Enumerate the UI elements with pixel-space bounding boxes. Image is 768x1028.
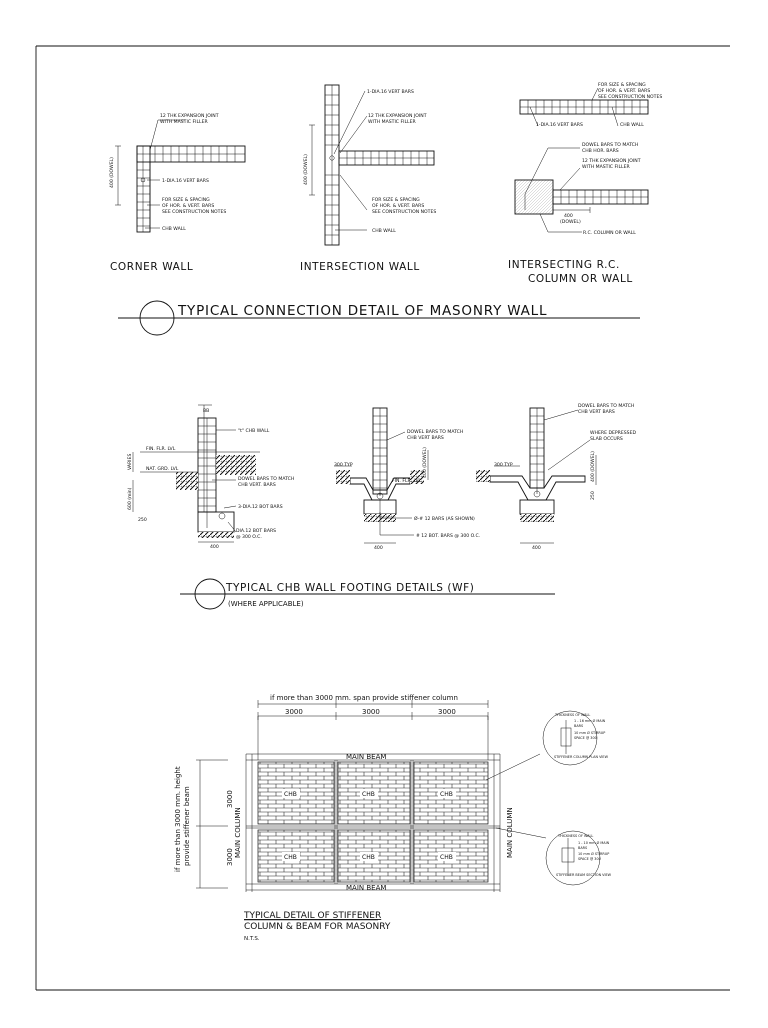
intersection-wall-title: INTERSECTION WALL: [300, 261, 420, 273]
corner-wall-dim: 400 (DOWEL): [110, 157, 115, 188]
footing-left-dim-varies: VARIES: [128, 453, 133, 470]
chb-label-3: CHB: [440, 791, 453, 798]
rc-note-8: WITH MASTIC FILLER: [582, 165, 630, 170]
corner-note-5: SEE CONSTRUCTION NOTES: [162, 210, 227, 215]
footing-right-note-2: WHERE DEPRESSED: [590, 431, 637, 436]
callout-bottom-label: STIFFENER BEAM SECTION VIEW: [556, 873, 612, 877]
rc-note-2: SEE CONSTRUCTION NOTES: [598, 95, 663, 100]
chb-label-4: CHB: [284, 854, 297, 861]
footing-left-dim-250: 250: [138, 518, 147, 523]
corner-note-1: WITH MASTIC FILLER: [160, 120, 208, 125]
footing-right-dim-300: 300 TYP: [494, 463, 513, 468]
intersection-note-5: SEE CONSTRUCTION NOTES: [372, 210, 437, 215]
callout-top-note-0: THICKNESS OF WALL: [555, 713, 591, 717]
corner-note-2: 1-DIA.16 VERT BARS: [162, 179, 209, 184]
footing-title: TYPICAL CHB WALL FOOTING DETAILS (WF): [226, 582, 475, 594]
footing-left-note-3: DOWEL BARS TO MATCH: [238, 477, 295, 482]
callout-top-note-4: SPACE @ 300: [574, 736, 597, 740]
rc-dim-line1: 400: [564, 214, 573, 219]
footing-mid-dim-dowel: 400 (DOWEL): [423, 447, 428, 478]
footing-left-pad: [198, 512, 234, 532]
corner-note-0: 12 THK EXPANSION JOINT: [160, 114, 219, 119]
footing-right-note-1: CHB VERT BARS: [578, 410, 615, 415]
footing-left-note-6: DIA.12 BOT BARS: [236, 529, 277, 534]
main-column-left: MAIN COLUMN: [234, 807, 242, 858]
intersection-note-4: OF HOR. & VERT. BARS: [372, 204, 425, 209]
rc-note-1: OF HOR. & VERT. BARS: [598, 89, 651, 94]
stiffener-top-note: if more than 3000 mm. span provide stiffener column: [270, 694, 458, 702]
intersection-note-6: CHB WALL: [372, 229, 396, 234]
corner-wall-detail: [109, 113, 245, 273]
footing-left-detail: [127, 405, 294, 550]
rc-note-3: 1-DIA.16 VERT BARS: [536, 123, 583, 128]
side-note-line2: provide stiffener beam: [183, 786, 191, 866]
footing-right-note-3: SLAB OCCURS: [590, 437, 623, 442]
main-column-right: MAIN COLUMN: [506, 807, 514, 858]
corner-note-4: OF HOR. & VERT. BARS: [162, 204, 215, 209]
footing-right-dim-250: 250: [591, 491, 596, 500]
footing-right-dim-dowel: 400 (DOWEL): [591, 451, 596, 482]
height-2: 3000: [226, 848, 234, 866]
callout-bottom-note-1: 1 - 10 mm Ø MAIN: [578, 841, 610, 845]
height-1: 3000: [226, 790, 234, 808]
footing-left-note-4: CHB VERT. BARS: [238, 483, 276, 488]
footing-left-note-2: NAT. GRD. LVL: [146, 467, 179, 472]
footing-mid-note-0: DOWEL BARS TO MATCH: [407, 430, 464, 435]
stiffener-beam: [246, 826, 500, 828]
stiffener-scale: N.T.S.: [244, 936, 260, 942]
callout-bottom-note-2: BARS: [578, 846, 588, 850]
stiffener-title-line1: TYPICAL DETAIL OF STIFFENER: [244, 911, 382, 921]
span-1: 3000: [285, 708, 303, 716]
chb-label-1: CHB: [284, 791, 297, 798]
rc-note-4: CHB WALL: [620, 123, 644, 128]
callout-top-note-3: 10 mm Ø STIRRUP: [574, 731, 606, 735]
span-3: 3000: [438, 708, 456, 716]
rc-note-9: R.C. COLUMN OR WALL: [583, 231, 636, 236]
corner-wall-vertical: [137, 146, 150, 232]
footing-mid-note-3: Ø-# 12 BARS (AS SHOWN): [414, 517, 475, 522]
main-beam-bottom: MAIN BEAM: [346, 884, 387, 892]
footing-mid-dim-300: 300 TYP: [334, 463, 353, 468]
callout-bottom-note-4: SPACE @ 300: [578, 857, 601, 861]
footing-left-note-7: @ 300 O.C.: [236, 535, 262, 540]
callout-top-note-1: 1 - 16 mm Ø MAIN: [574, 719, 606, 723]
intersection-note-3: FOR SIZE & SPACING: [372, 198, 420, 203]
footing-section-title: [180, 579, 555, 609]
corner-wall-title: CORNER WALL: [110, 261, 194, 273]
rc-dim-line2: (DOWEL): [560, 220, 581, 225]
stiffener-detail: [174, 694, 612, 942]
connection-section-title: [118, 301, 640, 335]
rc-note-0: FOR SIZE & SPACING: [598, 83, 646, 88]
footing-left-dim-400: 400: [210, 545, 219, 550]
rc-title-line2: COLUMN OR WALL: [528, 273, 633, 285]
chb-label-6: CHB: [440, 854, 453, 861]
footing-left-note-5: 3-DIA.12 BOT BARS: [238, 505, 283, 510]
footing-right-dim-400: 400: [532, 546, 541, 551]
intersection-note-2: WITH MASTIC FILLER: [368, 120, 416, 125]
chb-label-5: CHB: [362, 854, 375, 861]
intersection-note-0: 1-DIA.16 VERT BARS: [367, 90, 414, 95]
rc-note-5: DOWEL BARS TO MATCH: [582, 143, 639, 148]
callout-bottom-note-0: THICKNESS OF WALL: [558, 834, 594, 838]
rc-title-line1: INTERSECTING R.C.: [508, 259, 620, 271]
main-beam-top: MAIN BEAM: [346, 753, 387, 761]
span-2: 3000: [362, 708, 380, 716]
callout-top-label: STIFFENER COLUMN PLAN VIEW: [554, 755, 608, 759]
corner-note-3: FOR SIZE & SPACING: [162, 198, 210, 203]
callout-bottom-note-3: 10 mm Ø STIRRUP: [578, 852, 610, 856]
connection-title: TYPICAL CONNECTION DETAIL OF MASONRY WALL: [178, 303, 548, 319]
footing-mid-note-4: # 12 BOT. BARS @ 300 O.C.: [416, 534, 481, 539]
footing-mid-note-1: CHB VERT BARS: [407, 436, 444, 441]
intersection-note-1: 12 THK EXPANSION JOINT: [368, 114, 427, 119]
corner-note-6: CHB WALL: [162, 227, 186, 232]
intersecting-rc-detail: [508, 82, 662, 285]
rc-note-6: CHB HOR. BARS: [582, 149, 619, 154]
rc-note-7: 12 THK EXPANSION JOINT: [582, 159, 641, 164]
intersection-wall-detail: [300, 85, 436, 273]
callout-top-note-2: BARS: [574, 724, 584, 728]
side-note-line1: if more than 3000 mm. height: [174, 766, 182, 872]
footing-subtitle: (WHERE APPLICABLE): [228, 600, 304, 608]
footing-mid-dim-400: 400: [374, 546, 383, 551]
stiffener-title-line2: COLUMN & BEAM FOR MASONRY: [244, 922, 391, 932]
chb-label-2: CHB: [362, 791, 375, 798]
footing-left-note-1: FIN. FLR. LVL: [146, 447, 176, 452]
footing-middle-detail: [334, 408, 480, 551]
intersection-wall-dim: 400 (DOWEL): [304, 154, 309, 185]
footing-left-note-0: "t" CHB WALL: [238, 429, 270, 434]
footing-left-dim-bb: BB: [203, 409, 210, 414]
footing-left-dim-600: 600 (min): [128, 487, 133, 510]
footing-right-detail: [476, 403, 636, 551]
footing-right-note-0: DOWEL BARS TO MATCH: [578, 404, 635, 409]
footing-right-pad: [520, 500, 554, 514]
footing-mid-note-2: FIN. FLR. LVL: [392, 479, 422, 484]
